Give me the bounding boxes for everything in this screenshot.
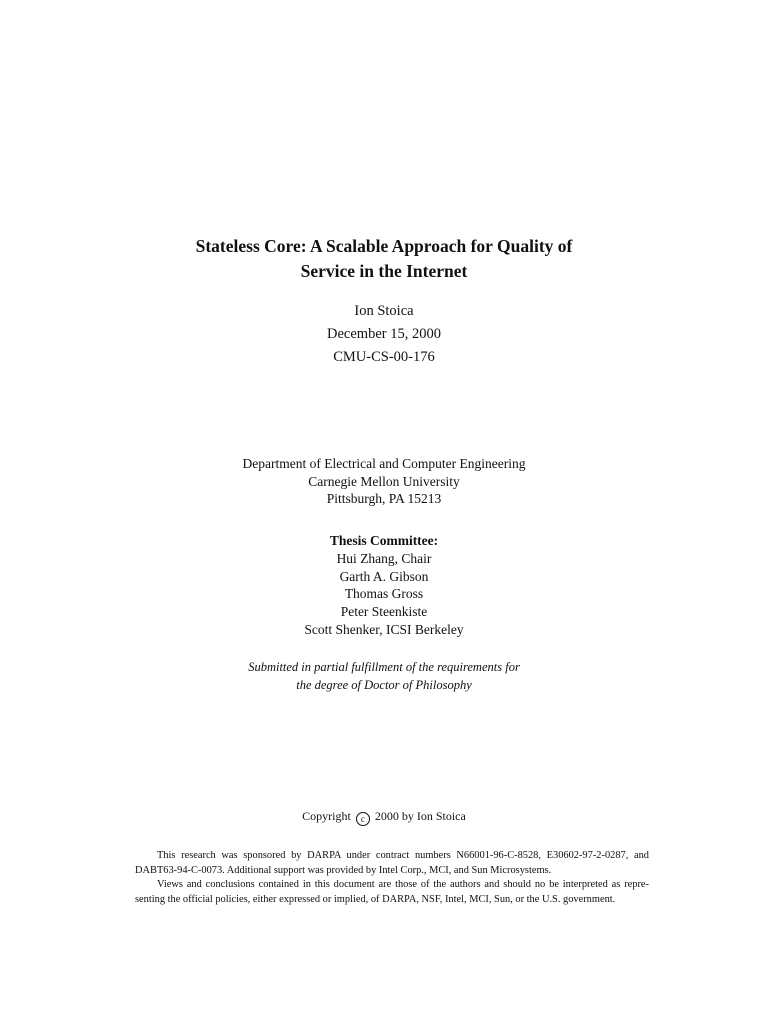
footnote-paragraph-1 [135,849,649,864]
report-number: CMU-CS-00-176 [333,349,435,365]
footnote-line: This research was sponsored by DARPA under contract numbers N66001-96-C-8528, E30602-97-2-0287, and [157,850,649,861]
location: Pittsburgh, PA 15213 [326,491,442,506]
copyright-suffix: 2000 by Ion Stoica [374,809,466,823]
committee-member: Peter Steenkiste [340,604,428,620]
footnote-line: DABT63-94-C-0073. Additional support was provided by Intel Corp., MCI, and Sun Microsystems. [135,864,552,876]
university: Carnegie Mellon University [308,473,460,489]
copyright-prefix: Copyright [302,809,351,823]
copyright-notice [0,808,768,826]
copyright-icon: c [356,812,370,826]
committee-member: Hui Zhang, Chair [336,550,432,566]
publication-date: December 15, 2000 [327,326,441,342]
department: Department of Electrical and Computer Engineering [242,456,526,471]
footnote-line: Views and conclusions contained in this document are those of the authors and should no be interpreted as repre- [157,879,649,891]
committee-member: Garth A. Gibson [339,568,429,584]
submission-statement [0,658,768,694]
committee-member: Thomas Gross [344,586,424,602]
title-line-2: Service in the Internet [300,261,468,281]
submission-line-2: the degree of Doctor of Philosophy [296,678,472,692]
title-line-1: Stateless Core: A Scalable Approach for Quality of [195,236,573,256]
footnote-paragraph-2 [135,878,649,893]
thesis-committee [0,532,768,639]
submission-line-1: Submitted in partial fulfillment of the requirements for [248,660,520,674]
affiliation [0,455,768,508]
footnote-line: senting the official policies, either expressed or implied, of DARPA, NSF, Intel, MCI, Sun, or the U.S. government. [135,893,616,905]
document-title [0,234,768,284]
title-meta [0,300,768,369]
author-name: Ion Stoica [354,303,414,319]
committee-member: Scott Shenker, ICSI Berkeley [304,621,464,637]
sponsorship-footnote [135,849,649,907]
committee-heading: Thesis Committee: [329,533,439,548]
